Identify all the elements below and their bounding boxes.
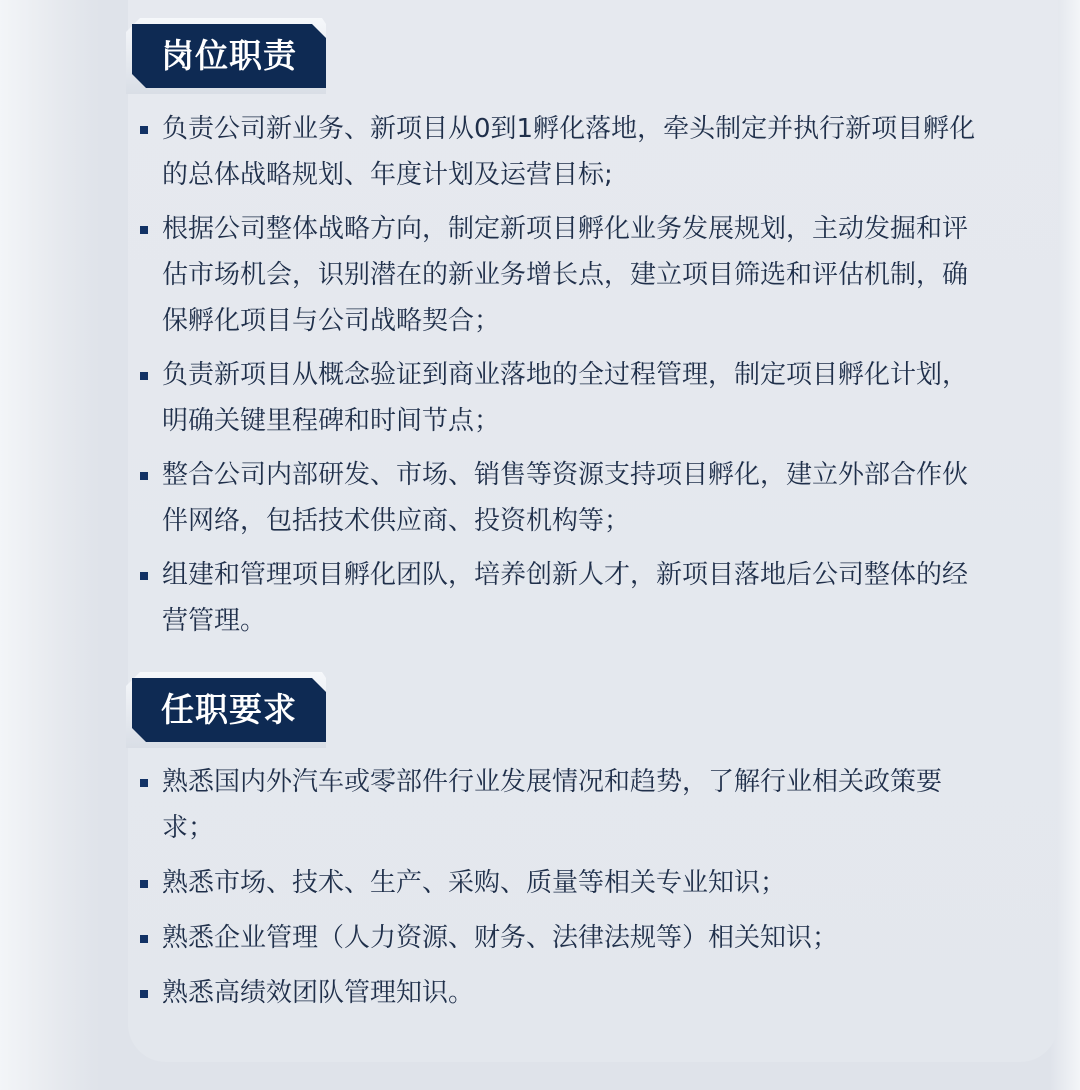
square-bullet-icon bbox=[140, 990, 148, 998]
list-item-text: 熟悉高绩效团队管理知识。 bbox=[162, 978, 475, 1008]
square-bullet-icon bbox=[140, 226, 148, 234]
list-item bbox=[140, 452, 990, 544]
section-title: 岗位职责 bbox=[161, 36, 297, 75]
list-item bbox=[140, 860, 990, 906]
square-bullet-icon bbox=[140, 372, 148, 380]
list-item bbox=[140, 106, 990, 198]
requirements-list bbox=[140, 759, 990, 1025]
square-bullet-icon bbox=[140, 126, 148, 134]
list-item bbox=[140, 352, 990, 444]
square-bullet-icon bbox=[140, 472, 148, 480]
square-bullet-icon bbox=[140, 880, 148, 888]
list-item-text: 整合公司内部研发、市场、销售等资源支持项目孵化，建立外部合作伙伴网络，包括技术供应商、投资机构等； bbox=[162, 460, 969, 536]
list-item-text: 熟悉国内外汽车或零部件行业发展情况和趋势，了解行业相关政策要求； bbox=[162, 767, 943, 843]
background-left-gradient bbox=[0, 0, 100, 1090]
list-item-text: 熟悉企业管理（人力资源、财务、法律法规等）相关知识； bbox=[162, 923, 839, 953]
section-heading-requirements bbox=[126, 672, 336, 748]
list-item bbox=[140, 970, 990, 1016]
list-item-text: 负责新项目从概念验证到商业落地的全过程管理，制定项目孵化计划，明确关键里程碑和时间节点； bbox=[162, 360, 969, 436]
list-item-text: 熟悉市场、技术、生产、采购、质量等相关专业知识； bbox=[162, 868, 787, 898]
square-bullet-icon bbox=[140, 572, 148, 580]
list-item-text: 根据公司整体战略方向，制定新项目孵化业务发展规划，主动发掘和评估市场机会，识别潜在的新业务增长点，建立项目筛选和评估机制，确保孵化项目与公司战略契合； bbox=[162, 214, 969, 336]
duties-list bbox=[140, 106, 990, 652]
list-item bbox=[140, 759, 990, 851]
section-title: 任职要求 bbox=[161, 690, 297, 729]
list-item-text: 负责公司新业务、新项目从0到1孵化落地，牵头制定并执行新项目孵化的总体战略规划、年度计划及运营目标; bbox=[162, 114, 976, 190]
list-item-text: 组建和管理项目孵化团队，培养创新人才，新项目落地后公司整体的经营管理。 bbox=[162, 560, 969, 636]
list-item bbox=[140, 552, 990, 644]
section-heading-duties bbox=[126, 18, 336, 94]
list-item bbox=[140, 915, 990, 961]
list-item bbox=[140, 206, 990, 344]
square-bullet-icon bbox=[140, 935, 148, 943]
square-bullet-icon bbox=[140, 779, 148, 787]
